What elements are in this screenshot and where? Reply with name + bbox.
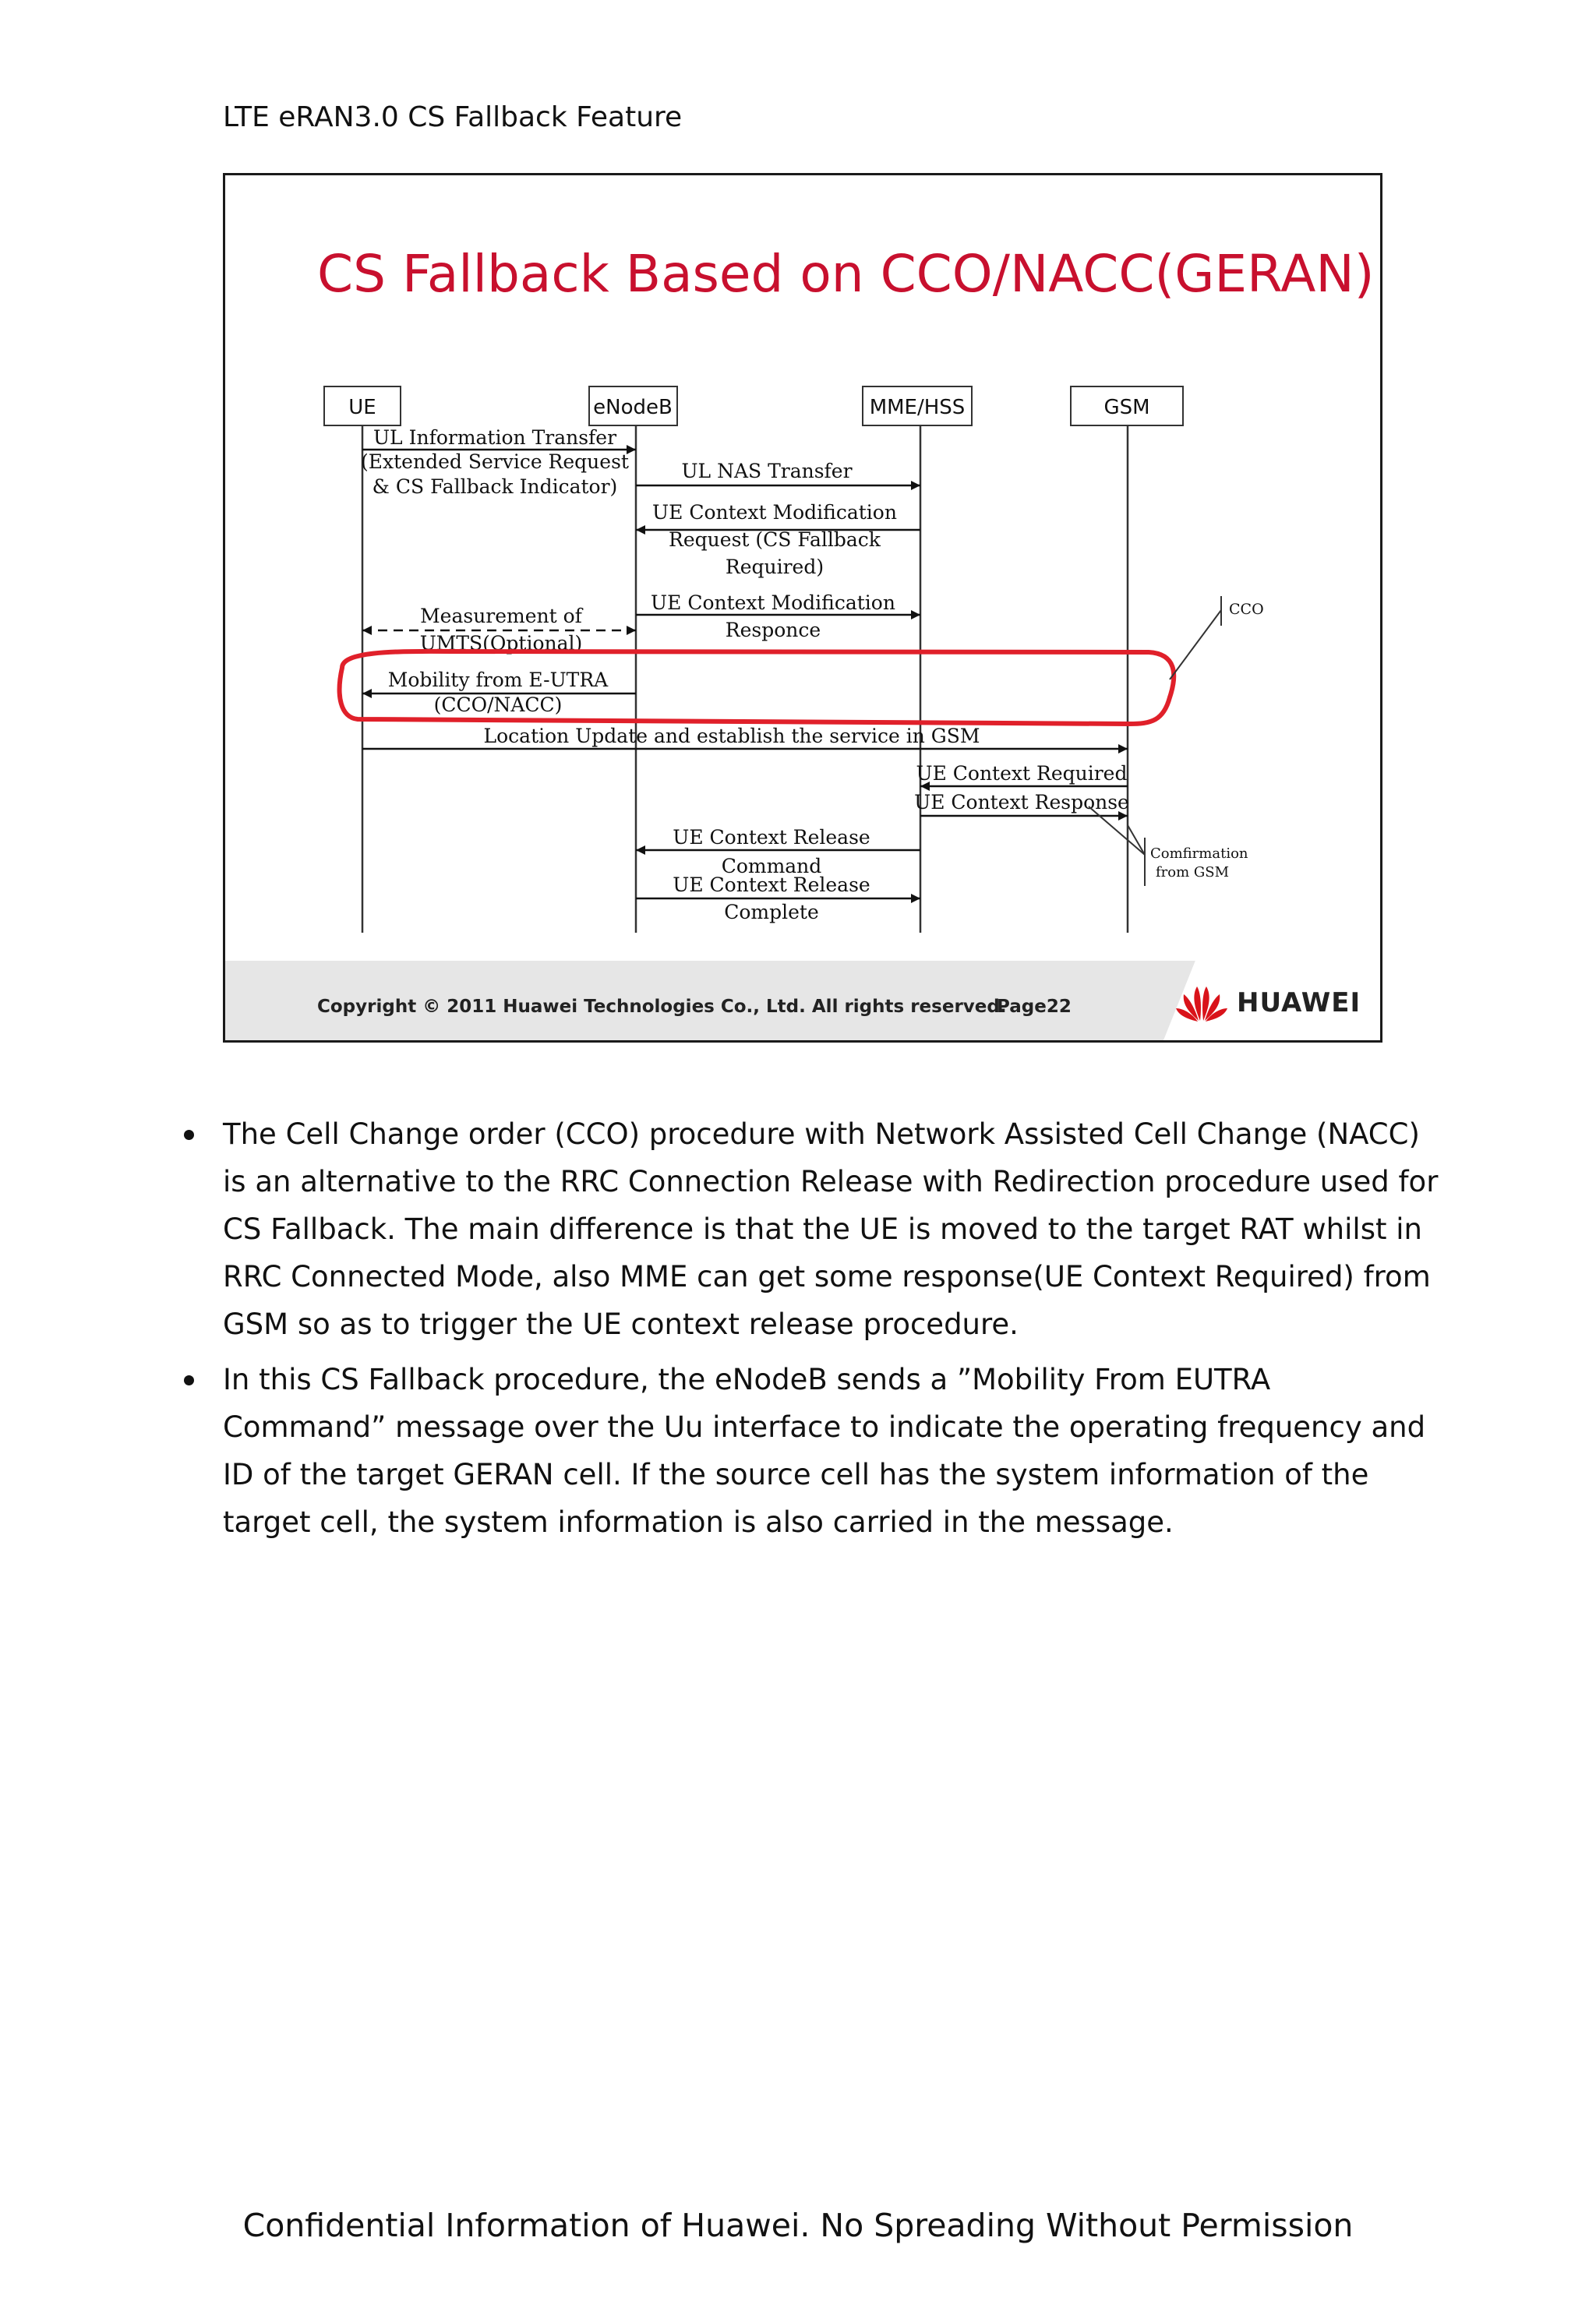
label-m5-line1: Measurement of xyxy=(420,605,582,627)
slide-title: CS Fallback Based on CCO/NACC(GERAN) xyxy=(317,244,1375,304)
bullet-item xyxy=(179,1356,1442,1546)
label-m7: Location Update and establish the service in GSM xyxy=(483,725,980,747)
label-m10-line2: Command xyxy=(721,855,822,877)
label-m6-line1: Mobility from E-UTRA xyxy=(387,669,609,691)
label-m1-line1: UL Information Transfer xyxy=(373,426,617,449)
bullet-list xyxy=(179,1110,1442,1554)
confirmation-callout xyxy=(1089,806,1248,886)
sequence-diagram xyxy=(225,175,1382,965)
label-m4-line2: Responce xyxy=(725,619,821,641)
label-m4-line1: UE Context Modification xyxy=(651,591,895,614)
slide-footer xyxy=(225,961,1380,1040)
label-m2: UL NAS Transfer xyxy=(681,460,853,482)
entity-mme-hss xyxy=(863,386,972,425)
document-footer: Confidential Information of Huawei. No Spreading Without Permission xyxy=(242,2207,1354,2244)
entity-enodeb xyxy=(589,386,677,425)
bullet-dot-icon xyxy=(184,1375,194,1385)
huawei-flower-icon xyxy=(1174,983,1229,1022)
entity-gsm-label: GSM xyxy=(1103,396,1150,419)
label-m1-line3: & CS Fallback Indicator) xyxy=(372,475,618,498)
bullet-item xyxy=(179,1110,1442,1348)
label-m9: UE Context Response xyxy=(914,791,1129,813)
document-header: LTE eRAN3.0 CS Fallback Feature xyxy=(223,101,683,133)
huawei-logo xyxy=(1174,983,1361,1023)
cco-callout xyxy=(1170,596,1264,679)
label-m5-line2: UMTS(Optional) xyxy=(419,632,583,655)
label-m11-line2: Complete xyxy=(724,901,819,923)
label-m11-line1: UE Context Release xyxy=(673,873,870,896)
entity-enodeb-label: eNodeB xyxy=(593,396,673,419)
slide xyxy=(223,173,1382,1043)
label-m10-line1: UE Context Release xyxy=(673,826,870,849)
confirmation-label-line1: Comfirmation xyxy=(1150,845,1248,862)
label-m3-line2: Request (CS Fallback xyxy=(669,528,881,551)
entity-mme-hss-label: MME/HSS xyxy=(869,396,966,419)
bullet-dot-icon xyxy=(184,1130,194,1140)
bullet-text: The Cell Change order (CCO) procedure with Network Assisted Cell Change (NACC) is an alternative to the RRC Connection Release with Redirection procedure used for CS Fallback. The main difference is that the UE is moved to the target RAT whilst in RRC Connected Mode, also MME can get some response(UE Context Required) from GSM so as to trigger the UE context release procedure. xyxy=(223,1117,1439,1341)
slide-copyright: Copyright © 2011 Huawei Technologies Co., Ltd. All rights reserved. xyxy=(317,997,1007,1017)
label-m8: UE Context Required xyxy=(916,762,1128,785)
entity-ue xyxy=(324,386,401,425)
huawei-wordmark: HUAWEI xyxy=(1237,987,1361,1018)
cco-label: CCO xyxy=(1229,601,1264,618)
label-m3-line3: Required) xyxy=(725,556,824,578)
label-m3-line1: UE Context Modification xyxy=(652,501,897,524)
slide-page-number: Page22 xyxy=(997,997,1072,1017)
message-labels xyxy=(361,426,1129,923)
label-m1-line2: (Extended Service Request xyxy=(361,450,629,473)
bullet-text: In this CS Fallback procedure, the eNodeB sends a ”Mobility From EUTRA Command” message over the Uu interface to indicate the operating frequency and ID of the target GERAN cell. If the source cell has the system information of the target cell, the system information is also carried in the message. xyxy=(223,1363,1426,1539)
confirmation-label-line2: from GSM xyxy=(1156,864,1230,881)
entity-gsm xyxy=(1071,386,1183,425)
entity-ue-label: UE xyxy=(348,396,376,419)
label-m6-line2: (CCO/NACC) xyxy=(433,693,563,716)
